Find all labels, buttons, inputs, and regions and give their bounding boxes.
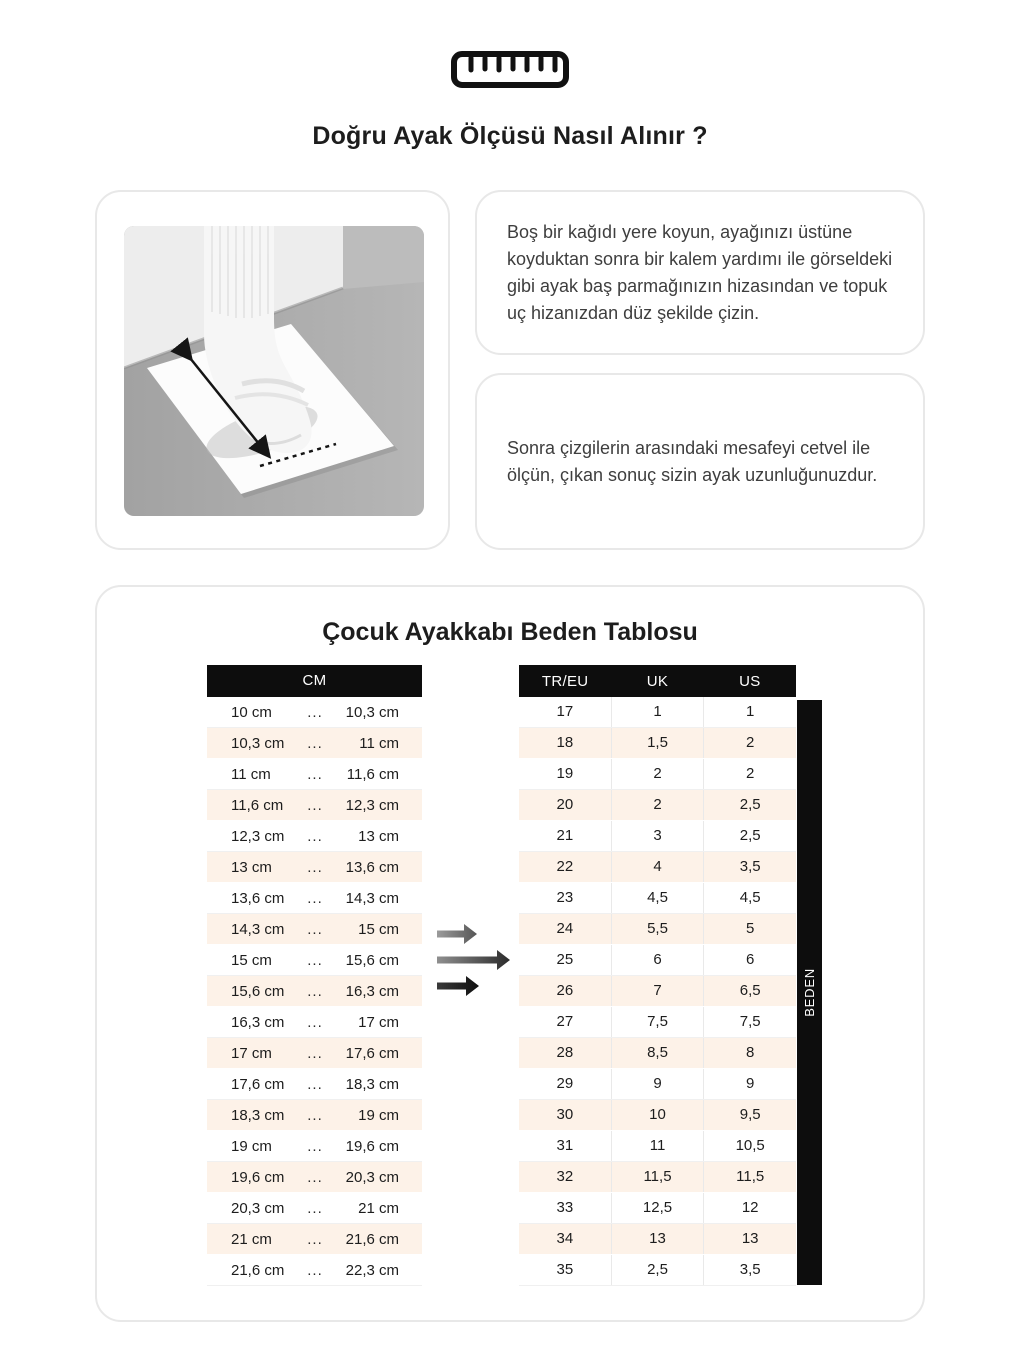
cm-to-value: 21,6 cm	[345, 1230, 399, 1248]
us-value: 10,5	[703, 1131, 796, 1161]
us-value: 12	[703, 1193, 796, 1223]
tr-eu-value: 30	[556, 1106, 574, 1123]
cm-table-row	[207, 1100, 422, 1131]
cm-from-value: 17 cm	[231, 1044, 272, 1062]
size-table-row	[519, 821, 796, 852]
measurement-photo-card	[95, 190, 450, 550]
range-dots: ...	[307, 1261, 323, 1279]
tr-eu-value: 33	[556, 1199, 574, 1216]
tr-eu-value: 19	[556, 765, 574, 782]
cm-table-header: CM	[207, 665, 422, 697]
size-table-row	[519, 1069, 796, 1100]
cm-to-value: 17 cm	[358, 1013, 399, 1031]
tr-eu-value: 28	[556, 1044, 574, 1061]
range-dots: ...	[307, 796, 323, 814]
range-dots: ...	[307, 827, 323, 845]
uk-value: 13	[611, 1224, 704, 1254]
uk-value: 6	[611, 945, 704, 975]
cm-from-value: 10,3 cm	[231, 734, 285, 752]
range-dots: ...	[307, 1137, 323, 1155]
size-table-header-row	[519, 665, 796, 697]
us-value: 6	[703, 945, 796, 975]
cm-table-row	[207, 883, 422, 914]
instruction-step-1	[475, 190, 925, 355]
us-value: 11,5	[703, 1162, 796, 1192]
us-value: 2,5	[703, 821, 796, 851]
uk-column-header: UK	[646, 672, 669, 690]
cm-table-row	[207, 1193, 422, 1224]
cm-to-value: 10,3 cm	[345, 703, 399, 721]
size-table-row	[519, 883, 796, 914]
cm-from-value: 10 cm	[231, 703, 272, 721]
uk-value: 11,5	[611, 1162, 704, 1192]
cm-table-row	[207, 1255, 422, 1286]
cm-to-value: 16,3 cm	[345, 982, 399, 1000]
us-column-header: US	[739, 672, 761, 690]
uk-value: 1	[611, 697, 704, 727]
cm-to-value: 11,6 cm	[346, 765, 399, 783]
size-table-row	[519, 1224, 796, 1255]
us-value: 9,5	[703, 1100, 796, 1130]
tr-eu-value: 29	[556, 1075, 574, 1092]
us-value: 2	[703, 759, 796, 789]
size-table-row	[519, 1038, 796, 1069]
us-value: 1	[703, 697, 796, 727]
uk-value: 5,5	[611, 914, 704, 944]
cm-from-value: 13 cm	[231, 858, 272, 876]
cm-to-value: 11 cm	[359, 734, 399, 752]
uk-value: 2	[611, 790, 704, 820]
foot-measurement-photo	[124, 226, 424, 516]
cm-table-row	[207, 945, 422, 976]
tr-eu-value: 18	[556, 734, 574, 751]
size-table-row	[519, 759, 796, 790]
range-dots: ...	[307, 1013, 323, 1031]
us-value: 13	[703, 1224, 796, 1254]
uk-value: 2,5	[611, 1255, 704, 1285]
cm-to-value: 14,3 cm	[345, 889, 399, 907]
cm-to-value: 18,3 cm	[345, 1075, 399, 1093]
cm-table-row	[207, 697, 422, 728]
cm-table-row	[207, 759, 422, 790]
size-table-rows	[519, 697, 796, 1286]
size-table-row	[519, 790, 796, 821]
cm-to-value: 15,6 cm	[345, 951, 399, 969]
tr-eu-value: 23	[556, 889, 574, 906]
cm-from-value: 21 cm	[231, 1230, 272, 1248]
uk-value: 7,5	[611, 1007, 704, 1037]
cm-table-rows	[207, 697, 422, 1286]
us-value: 5	[703, 914, 796, 944]
instruction-step-2-text: Sonra çizgilerin arasındaki mesafeyi cetvel ile ölçün, çıkan sonuç sizin ayak uzunluğunuzdur.	[507, 437, 878, 485]
range-dots: ...	[307, 920, 323, 938]
tr-eu-value: 31	[556, 1137, 574, 1154]
us-value: 3,5	[703, 1255, 796, 1285]
uk-value: 4,5	[611, 883, 704, 913]
cm-to-value: 13,6 cm	[345, 858, 399, 876]
size-table-row	[519, 914, 796, 945]
cm-table-row	[207, 1007, 422, 1038]
cm-from-value: 17,6 cm	[231, 1075, 285, 1093]
tr-eu-value: 32	[556, 1168, 574, 1185]
size-chart-title: Çocuk Ayakkabı Beden Tablosu	[322, 618, 698, 646]
range-dots: ...	[307, 1106, 323, 1124]
us-value: 6,5	[703, 976, 796, 1006]
cm-from-value: 21,6 cm	[231, 1261, 285, 1279]
size-table-row	[519, 697, 796, 728]
uk-value: 3	[611, 821, 704, 851]
cm-from-value: 19 cm	[231, 1137, 272, 1155]
us-value: 3,5	[703, 852, 796, 882]
us-value: 9	[703, 1069, 796, 1099]
cm-from-value: 15 cm	[231, 951, 272, 969]
range-dots: ...	[307, 1075, 323, 1093]
tr-eu-value: 20	[556, 796, 574, 813]
cm-to-value: 20,3 cm	[345, 1168, 399, 1186]
cm-from-value: 11,6 cm	[231, 796, 284, 814]
mapping-arrows-icon	[437, 921, 515, 1001]
cm-range-table	[207, 665, 422, 1286]
tr-eu-value: 24	[556, 920, 574, 937]
range-dots: ...	[307, 858, 323, 876]
range-dots: ...	[307, 951, 323, 969]
cm-from-value: 14,3 cm	[231, 920, 285, 938]
uk-value: 12,5	[611, 1193, 704, 1223]
cm-from-value: 13,6 cm	[231, 889, 285, 907]
us-value: 8	[703, 1038, 796, 1068]
uk-value: 9	[611, 1069, 704, 1099]
us-value: 2	[703, 728, 796, 758]
cm-table-row	[207, 728, 422, 759]
us-value: 7,5	[703, 1007, 796, 1037]
cm-to-value: 13 cm	[358, 827, 399, 845]
cm-table-row	[207, 821, 422, 852]
cm-to-value: 19,6 cm	[345, 1137, 399, 1155]
cm-table-row	[207, 914, 422, 945]
uk-value: 7	[611, 976, 704, 1006]
cm-table-row	[207, 1038, 422, 1069]
cm-from-value: 11 cm	[231, 765, 271, 783]
cm-table-row	[207, 1131, 422, 1162]
uk-value: 10	[611, 1100, 704, 1130]
cm-table-row	[207, 976, 422, 1007]
tr-eu-value: 21	[556, 827, 574, 844]
uk-value: 4	[611, 852, 704, 882]
cm-from-value: 16,3 cm	[231, 1013, 285, 1031]
range-dots: ...	[307, 765, 323, 783]
cm-to-value: 17,6 cm	[345, 1044, 399, 1062]
uk-value: 1,5	[611, 728, 704, 758]
cm-table-row	[207, 1162, 422, 1193]
range-dots: ...	[307, 1168, 323, 1186]
cm-table-row	[207, 852, 422, 883]
cm-from-value: 20,3 cm	[231, 1199, 285, 1217]
tr-eu-value: 27	[556, 1013, 574, 1030]
beden-side-label	[797, 700, 822, 1285]
page-title: Doğru Ayak Ölçüsü Nasıl Alınır ?	[312, 122, 708, 150]
cm-from-value: 15,6 cm	[231, 982, 285, 1000]
size-table-row	[519, 1131, 796, 1162]
cm-to-value: 15 cm	[358, 920, 399, 938]
cm-to-value: 22,3 cm	[345, 1261, 399, 1279]
tr-eu-value: 35	[556, 1261, 574, 1278]
range-dots: ...	[307, 1199, 323, 1217]
cm-from-value: 19,6 cm	[231, 1168, 285, 1186]
cm-to-value: 21 cm	[358, 1199, 399, 1217]
uk-value: 8,5	[611, 1038, 704, 1068]
uk-value: 2	[611, 759, 704, 789]
beden-side-label-text: BEDEN	[802, 968, 817, 1017]
range-dots: ...	[307, 703, 323, 721]
size-table-row	[519, 1100, 796, 1131]
cm-to-value: 19 cm	[358, 1106, 399, 1124]
size-table-row	[519, 852, 796, 883]
size-table-row	[519, 945, 796, 976]
size-table-row	[519, 1193, 796, 1224]
ruler-icon	[450, 50, 570, 95]
us-value: 2,5	[703, 790, 796, 820]
cm-from-value: 12,3 cm	[231, 827, 285, 845]
cm-to-value: 12,3 cm	[345, 796, 399, 814]
size-table-row	[519, 976, 796, 1007]
size-chart-card	[95, 585, 925, 1322]
range-dots: ...	[307, 1044, 323, 1062]
size-table-row	[519, 728, 796, 759]
uk-value: 11	[611, 1131, 704, 1161]
us-value: 4,5	[703, 883, 796, 913]
cm-from-value: 18,3 cm	[231, 1106, 285, 1124]
size-table-row	[519, 1007, 796, 1038]
instruction-step-1-text: Boş bir kağıdı yere koyun, ayağınızı üstüne koyduktan sonra bir kalem yardımı ile görseldeki gibi ayak baş parmağınızın hizasından ve topuk uç hizanızdan düz şekilde çizin.	[507, 221, 893, 323]
tr-eu-column-header: TR/EU	[541, 672, 589, 690]
cm-table-row	[207, 1069, 422, 1100]
size-conversion-table	[519, 665, 796, 1286]
size-table-row	[519, 1162, 796, 1193]
tr-eu-value: 22	[556, 858, 574, 875]
cm-table-row	[207, 1224, 422, 1255]
tr-eu-value: 34	[556, 1230, 574, 1247]
tr-eu-value: 26	[556, 982, 574, 999]
cm-table-row	[207, 790, 422, 821]
range-dots: ...	[307, 734, 323, 752]
range-dots: ...	[307, 982, 323, 1000]
size-table-row	[519, 1255, 796, 1286]
tr-eu-value: 17	[556, 703, 574, 720]
tr-eu-value: 25	[556, 951, 574, 968]
range-dots: ...	[307, 1230, 323, 1248]
instruction-step-2	[475, 373, 925, 550]
range-dots: ...	[307, 889, 323, 907]
